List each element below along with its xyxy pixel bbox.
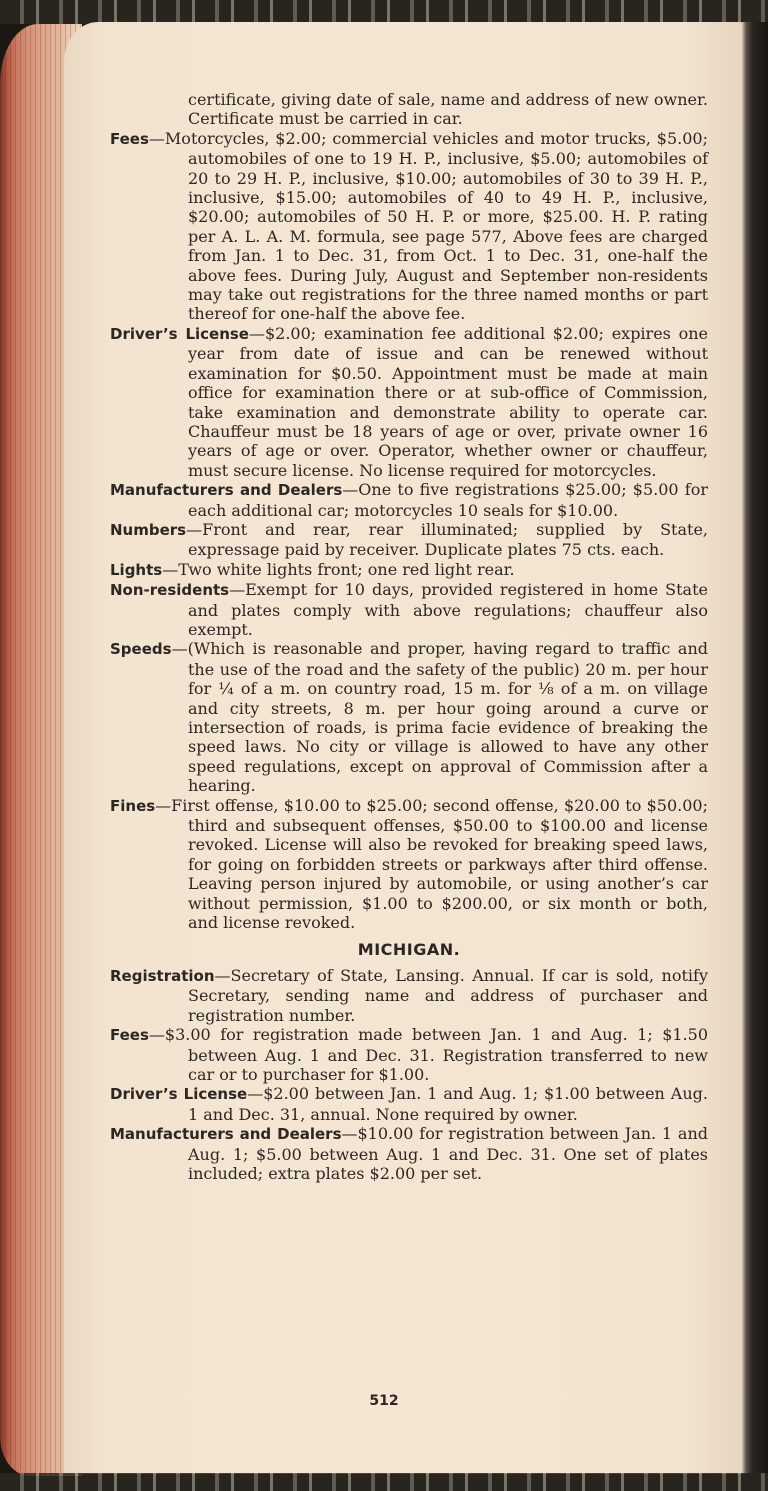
entry-term: Driver’s License xyxy=(110,324,249,343)
state-heading: MICHIGAN. xyxy=(357,940,461,960)
entry-body: (Which is reasonable and proper, having regard to traffic and the use of the road and the safety of the public) 20 m. per hour for ¼ of a m. on country road, 15 m. for ⅛ of a m. on village and city streets, 8 m. per hour going around a curve or intersection of roads, is prima facie evidence of breaking the speed laws. No city or village is allowed to have any other speed regulations, except on approval of Commission after a hearing. xyxy=(187,639,708,796)
entry-body: $2.00; examination fee additional $2.00; expires one year from date of issue and can be renewed without examination for $0.50. Appointment must be made at main office for examination there or at sub-office of Commission, take examination and demonstrate ability to operate car. Chauffeur must be 18 years of age or over, private owner 16 years of age or over. Operator, whether owner or chauffeur, must secure license. No license required for motorcycles. xyxy=(188,323,708,480)
entry-term: Speeds xyxy=(110,640,172,659)
entry-fines: Fines—First offense, $10.00 to $25.00; second offense, $20.00 to $50.00; third and subsequent offenses, $50.00 to $100.00 and license revoked. License will also be revoked for breaking speed laws, for going on forbidden streets or parkways after third offense. Leaving person injured by automobile, or using another’s car without permission, $1.00 to $200.00, or six month or both, and license revoked. xyxy=(110,795,708,933)
entry-body: $3.00 for registration made between Jan. 1 and Aug. 1; $1.50 between Aug. 1 and Dec. 31. Registration transferred to new car or to purchaser for $1.00. xyxy=(164,1025,708,1084)
entry-term: Lights xyxy=(110,560,163,579)
page-text xyxy=(110,90,708,1183)
entry-registration: Registration—Secretary of State, Lansing. Annual. If car is sold, notify Secretary, sending name and address of purchaser and registration number. xyxy=(110,965,708,1025)
book-spine xyxy=(742,22,768,1474)
entry-body: $2.00 between Jan. 1 and Aug. 1; $1.00 between Aug. 1 and Dec. 31, annual. None required by owner. xyxy=(188,1084,708,1124)
entry-body: Motorcycles, $2.00; commercial vehicles and motor trucks, $5.00; automobiles of one to 19 H. P., inclusive, $5.00; automobiles of 20 to 29 H. P., inclusive, $10.00; automobiles of 30 to 39 H. P., inclusive, $15.00; automobiles of 40 to 49 H. P., inclusive, $20.00; automobiles of 50 H. P. or more, $25.00. H. P. rating per A. L. A. M. formula, see page 577, Above fees are charged from Jan. 1 to Dec. 31, from Oct. 1 to Dec. 31, one-half the above fees. During July, August and September non-residents may take out registrations for the three named months or part thereof for one-half the above fee. xyxy=(164,128,708,324)
entry-body: Front and rear, rear illuminated; supplied by State, expressage paid by receiver. Duplicate plates 75 cts. each. xyxy=(188,519,708,560)
entry-term: Numbers xyxy=(110,520,187,539)
entry-body: Two white lights front; one red light rear. xyxy=(178,559,515,579)
entry-term: Manufacturers and Dealers xyxy=(110,481,343,500)
entry-manufacturers-dealers: Manufacturers and Dealers—$10.00 for registration between Jan. 1 and Aug. 1; $5.00 between Aug. 1 and Dec. 31. One set of plates included; extra plates $2.00 per set. xyxy=(110,1124,708,1183)
entry-manufacturers-dealers: Manufacturers and Dealers—One to five registrations $25.00; $5.00 for each additional car; motorcycles 10 seals for $10.00. xyxy=(110,480,709,520)
entry-fees: Fees—Motorcycles, $2.00; commercial vehicles and motor trucks, $5.00; automobiles of one to 19 H. P., inclusive, $5.00; automobiles of 20 to 29 H. P., inclusive, $10.00; automobiles of 30 to 39 H. P., inclusive, $15.00; automobiles of 40 to 49 H. P., inclusive, $20.00; automobiles of 50 H. P. or more, $25.00. H. P. rating per A. L. A. M. formula, see page 577, Above fees are charged from Jan. 1 to Dec. 31, from Oct. 1 to Dec. 31, one-half the above fees. During July, August and September non-residents may take out registrations for the three named months or part thereof for one-half the above fee. xyxy=(110,128,708,324)
entry-term: Fees xyxy=(110,129,149,148)
entry-numbers: Numbers—Front and rear, rear illuminated; supplied by State, expressage paid by receiver. Duplicate plates 75 cts. each. xyxy=(110,519,708,560)
entry-body: Secretary of State, Lansing. Annual. If car is sold, notify Secretary, sending name and address of purchaser and registration number. xyxy=(188,965,708,1025)
bottom-edge-stripe xyxy=(0,1473,768,1491)
top-edge-stripe xyxy=(0,0,768,24)
entry-term: Manufacturers and Dealers xyxy=(110,1125,342,1144)
entry-term: Driver’s License xyxy=(110,1085,248,1104)
entry-term: Registration xyxy=(110,966,215,985)
entry-term: Non-residents xyxy=(110,581,230,600)
entry-body: First offense, $10.00 to $25.00; second offense, $20.00 to $50.00; third and subsequent offenses, $50.00 to $100.00 and license revoked. License will also be revoked for breaking speed laws, for going on forbidden streets or parkways after third offense. Leaving person injured by automobile, or using another’s car without permission, $1.00 to $200.00, or six month or both, and license revoked. xyxy=(171,795,708,933)
entry-fees: Fees—$3.00 for registration made between Jan. 1 and Aug. 1; $1.50 between Aug. 1 and Dec. 31. Registration transferred to new car or to purchaser for $1.00. xyxy=(110,1025,708,1084)
entry-body: Exempt for 10 days, provided registered in home State and plates comply with above regulations; chauffeur also exempt. xyxy=(188,580,708,639)
entry-term: Fees xyxy=(110,1026,149,1045)
entry-drivers-license: Driver’s License—$2.00; examination fee additional $2.00; expires one year from date of issue and can be renewed without examination for $0.50. Appointment must be made at main office for examination there or at sub-office of Commission, take examination and demonstrate ability to operate car. Chauffeur must be 18 years of age or over, private owner 16 years of age or over. Operator, whether owner or chauffeur, must secure license. No license required for motorcycles. xyxy=(110,323,708,480)
entry-body: $10.00 for registration between Jan. 1 and Aug. 1; $5.00 between Aug. 1 and Dec. 31. One set of plates included; extra plates $2.00 per set. xyxy=(188,1124,708,1183)
entry-lights: Lights—Two white lights front; one red light rear. xyxy=(110,559,515,579)
entry-body: One to five registrations $25.00; $5.00 for each additional car; motorcycles 10 seals for $10.00. xyxy=(188,480,709,520)
page-number: 512 xyxy=(369,1393,399,1409)
entry-term: Fines xyxy=(110,796,156,815)
entry-non-residents: Non-residents—Exempt for 10 days, provided registered in home State and plates comply with above regulations; chauffeur also exempt. xyxy=(110,580,708,639)
entry-drivers-license: Driver’s License—$2.00 between Jan. 1 and Aug. 1; $1.00 between Aug. 1 and Dec. 31, annual. None required by owner. xyxy=(110,1084,708,1124)
intro-paragraph: certificate, giving date of sale, name and address of new owner. Certificate must be carried in car. xyxy=(188,90,708,129)
entry-speeds: Speeds—(Which is reasonable and proper, having regard to traffic and the use of the road and the safety of the public) 20 m. per hour for ¼ of a m. on country road, 15 m. for ⅛ of a m. on village and city streets, 8 m. per hour going around a curve or intersection of roads, is prima facie evidence of breaking the speed laws. No city or village is allowed to have any other speed regulations, except on approval of Commission after a hearing. xyxy=(110,639,708,796)
